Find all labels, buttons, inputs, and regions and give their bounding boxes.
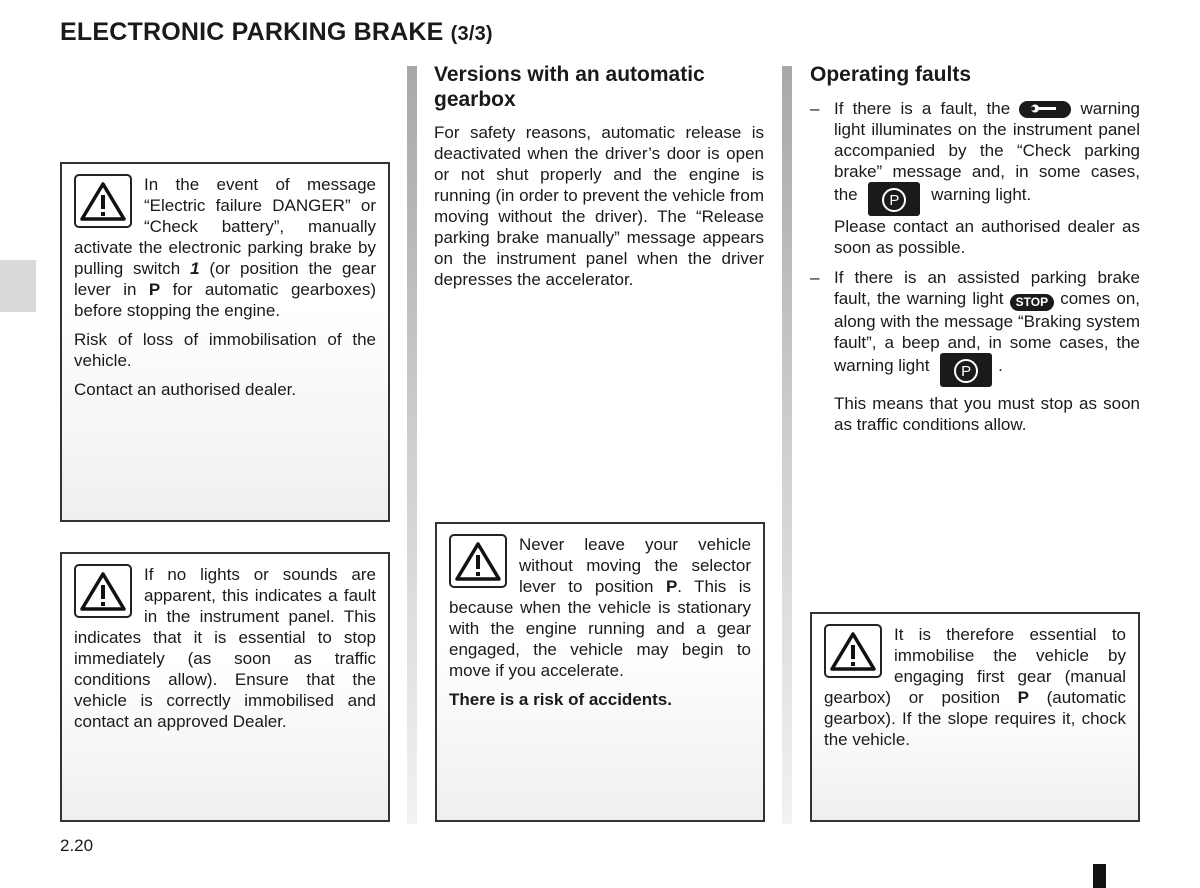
box4-text: (automatic gearbox). If the slope requires it, chock the vehicle. [824,688,1126,749]
warning-triangle-icon [449,534,507,588]
section-tab [0,260,36,312]
parking-brake-icon: P [868,182,920,216]
box1-text: (or position the gear lever in [74,259,377,299]
column-divider [407,66,417,824]
fault-text: . [998,356,1003,375]
fault-text: warning light illuminates on the instrument panel accompanied by the “Check parking brake” message and, in some cases, the [834,99,1140,204]
faults-list [810,98,1140,444]
automatic-body: For safety reasons, automatic release is deactivated when the driver’s door is open or not shut properly and the engine is running (in order to prevent the vehicle from moving without the driver). The “Release parking brake manually” message appears on the instrument panel when the driver depresses the accelerator. [434,123,764,289]
fault-text: This means that you must stop as soon as traffic conditions allow. [834,394,1140,434]
accident-warning: There is a risk of accidents. [449,690,672,709]
warning-triangle-icon [74,564,132,618]
stop-icon: STOP [1010,294,1054,311]
fault-text: warning light. [926,185,1032,204]
fault-text: If there is a fault, the [834,99,1020,118]
gear-p: P [665,577,678,596]
box1-contact: Contact an authorised dealer. [74,380,297,399]
box2-text: If no lights or sounds are apparent, this indicates a fault in the instrument panel. This indicates that it is essential to stop immediately (as soon as traffic conditions allow). Ensure that the vehicle is correctly immobilised and contact an approved Dealer. [74,565,376,731]
warning-triangle-icon [824,624,882,678]
switch-number: 1 [190,259,200,278]
page-title [60,18,493,47]
fault-text: Please contact an authorised dealer as soon as possible. [834,217,1140,257]
page-number: 2.20 [60,836,94,855]
fault-text: If there is an assisted parking brake fault, the warning light [834,268,1140,308]
list-item [810,267,1140,435]
warning-box-immobilise [810,612,1140,822]
warning-box-selector [435,522,765,822]
fault-text: comes on, along with the message “Braking system fault”, a beep and, in some cases, the warning light [834,289,1140,375]
box1-risk: Risk of loss of immobilisation of the vehicle. [74,330,376,370]
section-heading: Versions with an automatic gearbox [434,63,705,111]
box3-text: Never leave your vehicle without moving the selector lever to position [519,535,751,596]
parking-brake-icon: P [940,353,992,387]
warning-triangle-icon [74,174,132,228]
list-item [810,98,1140,258]
box4-text: It is therefore essential to immobilise the vehicle by engaging first gear (manual gearbox) or position [824,625,1126,707]
box1-text: for automatic gearboxes) before stopping the engine. [74,280,376,320]
gear-p: P [148,280,161,299]
dash: – [810,268,820,287]
gear-p: P [1017,688,1030,707]
dash: – [810,99,820,118]
column-divider [782,66,792,824]
wrench-icon [1019,101,1071,118]
page-marker [1093,864,1106,888]
title-text: ELECTRONIC PARKING BRAKE [60,18,444,46]
section-heading: Operating faults [810,63,972,86]
warning-box-no-lights [60,552,390,822]
title-part: (3/3) [450,23,493,45]
box3-text: . This is because when the vehicle is stationary with the engine running and a gear engaged, the vehicle may begin to move if you accelerate. [449,577,751,680]
box1-text: In the event of message “Electric failure DANGER” or “Check battery”, manually activate the electronic parking brake by pulling switch [74,175,376,278]
warning-box-electric-failure [60,162,390,522]
